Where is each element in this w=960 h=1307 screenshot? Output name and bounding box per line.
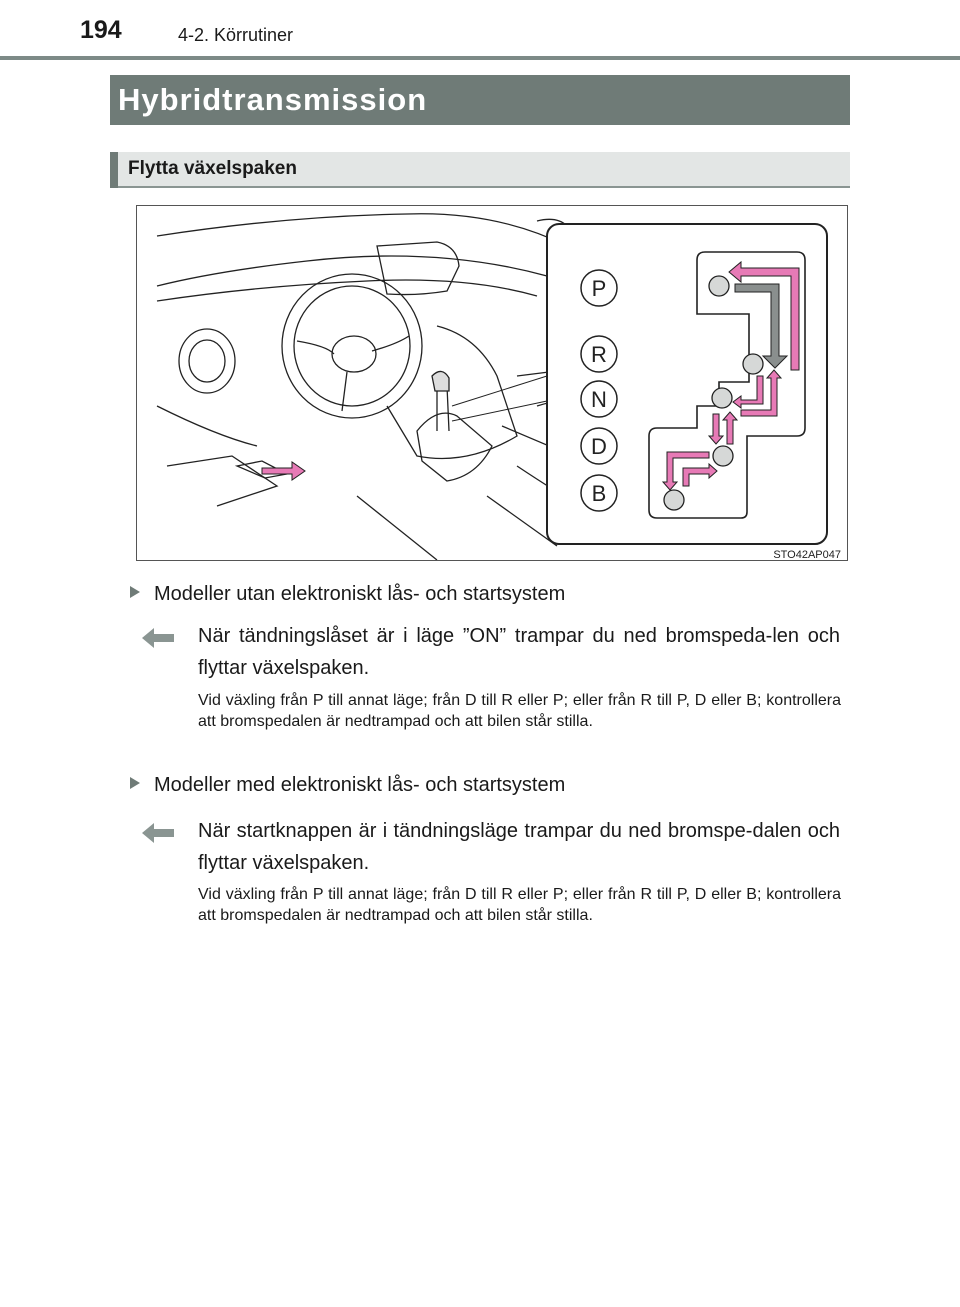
shift-lever-illustration <box>137 206 847 560</box>
step-2 <box>140 815 840 879</box>
bullet-triangle-icon <box>130 586 140 598</box>
title-bar <box>110 75 850 125</box>
step-arrow-icon <box>140 626 176 650</box>
section-heading-2 <box>130 774 565 797</box>
shift-lever-figure <box>136 205 848 561</box>
page-number: 194 <box>80 16 122 44</box>
header-rule <box>0 56 960 60</box>
step-text: När tändningslåset är i läge ”ON” trampar du ned bromspeda-len och flyttar växelspaken. <box>198 625 840 679</box>
page-title: Hybridtransmission <box>118 82 428 117</box>
section-heading-text: Modeller utan elektroniskt lås- och startsystem <box>154 583 566 605</box>
gear-d: D <box>591 434 607 459</box>
figure-code: STO42AP047 <box>773 549 841 561</box>
gear-r: R <box>591 342 607 367</box>
gear-p: P <box>591 276 607 301</box>
note-1: Vid växling från P till annat läge; från D till R eller P; eller från R till P, D eller B; kontrollera att bromspedalen är nedtrampad och att bilen står stilla. <box>198 692 841 730</box>
note-2: Vid växling från P till annat läge; från D till R eller P; eller från R till P, D eller B; kontrollera att bromspedalen är nedtrampad och att bilen står stilla. <box>198 886 841 924</box>
section-subtitle: Flytta växelspaken <box>128 158 297 179</box>
chapter-label: 4-2. Körrutiner <box>178 25 294 45</box>
gear-n: N <box>591 387 607 412</box>
bullet-triangle-icon <box>130 777 140 789</box>
section-heading-text: Modeller med elektroniskt lås- och startsystem <box>154 774 566 796</box>
step-arrow-icon <box>140 821 176 845</box>
step-1 <box>140 620 840 684</box>
subtitle-accent <box>110 152 118 188</box>
subtitle-bar <box>110 152 850 188</box>
gear-b: B <box>591 481 607 506</box>
section-heading-1 <box>130 583 565 606</box>
step-text: När startknappen är i tändningsläge trampar du ned bromspe-dalen och flyttar växelspaken. <box>198 820 840 874</box>
